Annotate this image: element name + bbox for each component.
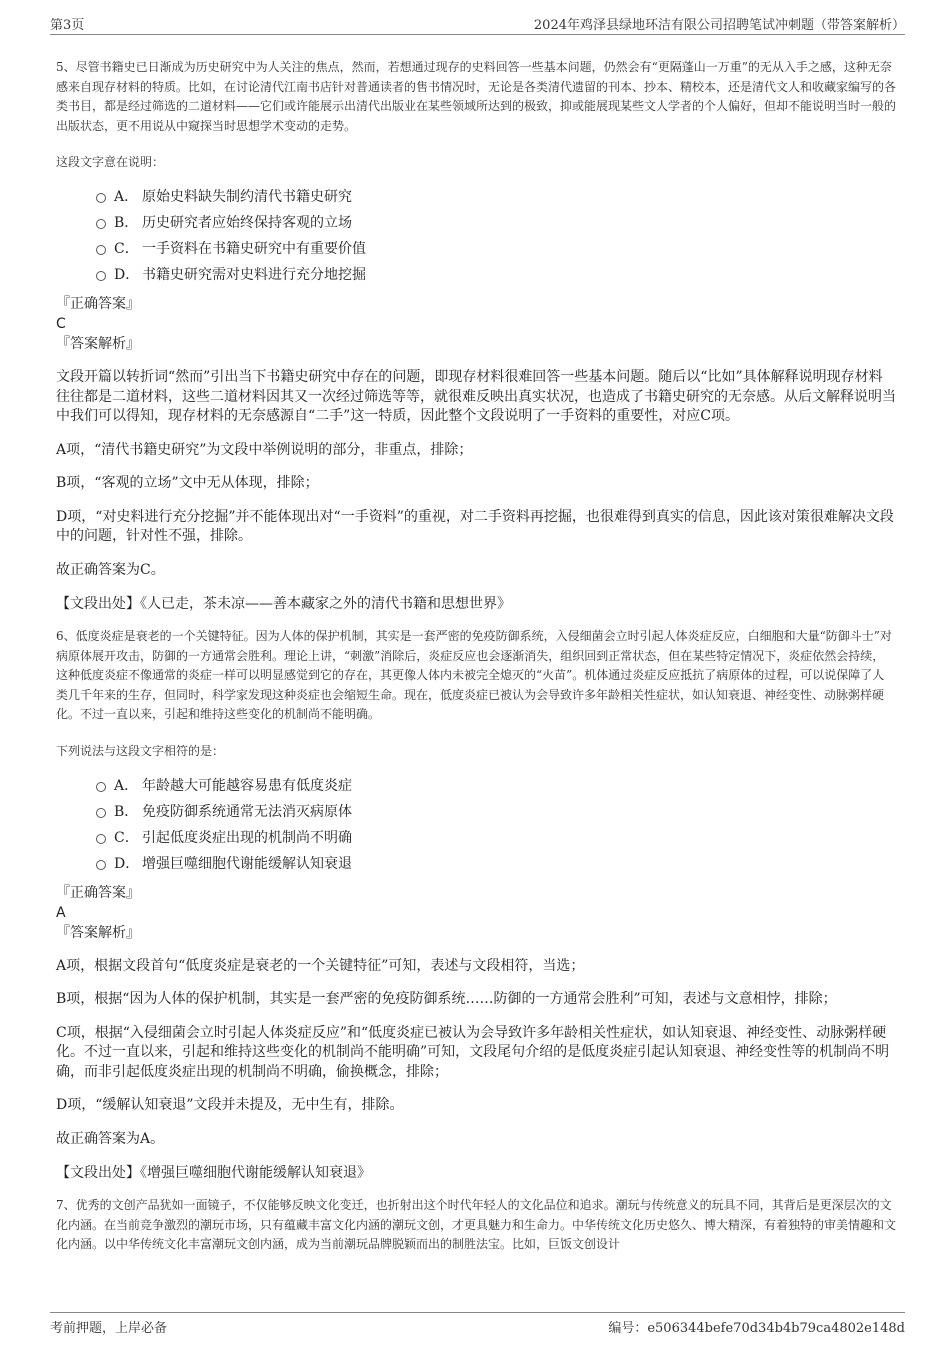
option-6-c[interactable]: C． 引起低度炎症出现的机制尚不明确 — [56, 825, 896, 851]
radio-button[interactable] — [96, 860, 106, 870]
analysis-paragraph: 故正确答案为C。 — [56, 561, 165, 578]
radio-button[interactable] — [96, 245, 106, 255]
options-5 — [56, 184, 896, 288]
analysis-paragraph: B项，“客观的立场”文中无从体现，排除； — [56, 475, 319, 491]
source-citation-6: 【文段出处】《增强巨噬细胞代谢能缓解认知衰退》 — [56, 1165, 371, 1181]
question-prompt-6: 下列说法与这段文字相符的是： — [56, 743, 225, 758]
document-title: 2024年鸡泽县绿地环洁有限公司招聘笔试冲刺题（带答案解析） — [533, 18, 905, 33]
source-citation-5: 【文段出处】《人已走，茶未凉——善本藏家之外的清代书籍和思想世界》 — [56, 596, 511, 612]
analysis-label-5: 『答案解析』 — [56, 336, 140, 352]
options-6 — [56, 773, 896, 877]
analysis-paragraph: D项，“缓解认知衰退”文段并未提及，无中生有，排除。 — [56, 1097, 404, 1113]
document-id: 编号：e506344befe70d34b4b79ca4802e148d — [608, 1321, 905, 1336]
page-footer — [50, 1312, 905, 1335]
correct-answer-5: C — [56, 316, 66, 332]
option-5-a[interactable]: A． 原始史料缺失制约清代书籍史研究 — [56, 184, 896, 210]
analysis-paragraph: 文段开篇以转折词“然而”引出当下书籍史研究中存在的问题，即现存材料很难回答一些基本问题。随后以“比如”具体解释说明现存材料往往都是二道材料，这些二道材料因其又一次经过筛选等等，就很难反映出真实状况，也造成了书籍史研究的无奈感。从后文解释说明当中我们可以得知，现存材料的无奈感源自“二手”这一特质，因此整个文段说明了一手资料的重要性，对应C项。 — [56, 369, 896, 424]
page-number: 第3页 — [50, 18, 85, 33]
analysis-paragraph: A项，根据文段首句“低度炎症是衰老的一个关键特征”可知，表述与文段相符，当选； — [56, 957, 585, 974]
radio-button[interactable] — [96, 193, 106, 203]
analysis-paragraph: A项，“清代书籍史研究”为文段中举例说明的部分，非重点，排除； — [56, 441, 473, 458]
footer-slogan: 考前押题，上岸必备 — [50, 1321, 168, 1336]
radio-button[interactable] — [96, 808, 106, 818]
document-body — [56, 56, 896, 1255]
question-prompt-5: 这段文字意在说明： — [56, 155, 165, 169]
correct-answer-label-6: 『正确答案』 — [56, 884, 140, 901]
analysis-paragraph: 故正确答案为A。 — [56, 1130, 165, 1147]
analysis-paragraph: B项，根据“因为人体的保护机制，其实是一套严密的免疫防御系统……防御的一方通常会胜利”可知，表述与文意相悖，排除； — [56, 991, 837, 1007]
option-6-a[interactable]: A． 年龄越大可能越容易患有低度炎症 — [56, 773, 896, 799]
radio-button[interactable] — [96, 834, 106, 844]
page-header — [50, 12, 905, 35]
radio-button[interactable] — [96, 219, 106, 229]
option-6-d[interactable]: D． 增强巨噬细胞代谢能缓解认知衰退 — [56, 851, 896, 877]
option-6-b[interactable]: B． 免疫防御系统通常无法消灭病原体 — [56, 799, 896, 825]
question-stem-7: 7、优秀的文创产品犹如一面镜子，不仅能够反映文化变迁，也折射出这个时代年轻人的文化品位和追求。潮玩与传统意义的玩具不同，其背后是更深层次的文化内涵。在当前竞争激烈的潮玩市场，只有蕴藏丰富文化内涵的潮玩文创，才更具魅力和生命力。中华传统文化历史悠久、博大精深，有着独特的审美情趣和文化内涵。以中华传统文化丰富潮玩文创内涵，成为当前潮玩品牌脱颖而出的制胜法宝。比如，巨饭文创设计 — [56, 1198, 897, 1251]
analysis-paragraph: D项，“对史料进行充分挖掘”并不能体现出对“一手资料”的重视，对二手资料再挖掘，也很难得到真实的信息，因此该对策很难解决文段中的问题，针对性不强，排除。 — [56, 508, 894, 544]
question-stem-5: 5、尽管书籍史已日渐成为历史研究中为人关注的焦点，然而，若想通过现存的史料回答一些基本问题，仍然会有“更隔蓬山一万重”的无从入手之感，这种无奈感来自现存材料的特质。比如，在讨论清代江南书店针对普通读者的售书情况时，无论是各类清代遗留的刊本、抄本、精校本，还是清代文人和收藏家编写的各类书目，都是经过筛选的二道材料——它们或许能展示出清代出版业在某些领域所达到的极致，抑或能展现某些文人学者的个人偏好，但却不能说明当时一般的出版状态，更不用说从中窥探当时思想学术变动的走势。 — [56, 60, 897, 133]
correct-answer-6: A — [56, 904, 66, 921]
radio-button[interactable] — [96, 782, 106, 792]
question-stem-6: 6、低度炎症是衰老的一个关键特征。因为人体的保护机制，其实是一套严密的免疫防御系统，入侵细菌会立时引起人体炎症反应，白细胞和大量“防御斗士”对病原体展开攻击，防御的一方通常会胜利。理论上讲，“刺激”消除后，炎症反应也会逐渐消失，组织回到正常状态，但在某些特定情况下，炎症依然会持续，这种低度炎症不像通常的炎症一样可以明显感觉到它的存在，其更像人体内未被完全熄灭的“火苗”。机体通过炎症反应抵抗了病原体的过程，可以说保障了人类几千年来的生存，但同时，科学家发现这种炎症也会缩短生命。现在，低度炎症已被认为会导致许多年龄相关性症状，如认知衰退、神经变性、动脉粥样硬化。不过一直以来，引起和维持这些变化的机制尚不能明确。 — [56, 629, 892, 721]
radio-button[interactable] — [96, 271, 106, 281]
option-5-c[interactable]: C． 一手资料在书籍史研究中有重要价值 — [56, 236, 896, 262]
option-5-b[interactable]: B． 历史研究者应始终保持客观的立场 — [56, 210, 896, 236]
analysis-paragraph: C项，根据“入侵细菌会立时引起人体炎症反应”和“低度炎症已被认为会导致许多年龄相关性症状，如认知衰退、神经变性、动脉粥样硬化。不过一直以来，引起和维持这些变化的机制尚不能明确”可知，文段尾句介绍的是低度炎症引起认知衰退、神经变性等的机制尚不明确，而非引起低度炎症出现的机制尚不明确，偷换概念，排除； — [56, 1024, 890, 1080]
analysis-label-6: 『答案解析』 — [56, 924, 140, 941]
option-5-d[interactable]: D． 书籍史研究需对史料进行充分地挖掘 — [56, 262, 896, 288]
correct-answer-label-5: 『正确答案』 — [56, 296, 140, 312]
